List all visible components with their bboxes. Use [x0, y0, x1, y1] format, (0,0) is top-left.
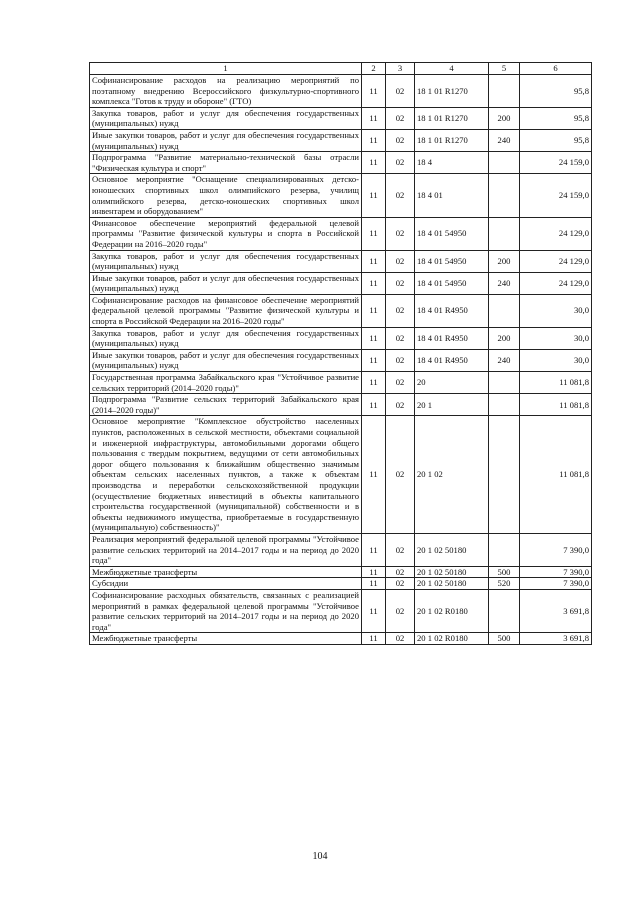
cell-section: 11	[362, 250, 386, 272]
cell-expense-type: 200	[489, 250, 520, 272]
cell-amount: 30,0	[520, 349, 592, 371]
table-row	[90, 566, 592, 578]
cell-target-article: 20 1 02	[415, 416, 489, 534]
cell-subsection: 02	[386, 566, 415, 578]
table-row	[90, 152, 592, 174]
cell-description: Межбюджетные трансферты	[90, 633, 362, 645]
cell-subsection: 02	[386, 129, 415, 151]
table-row	[90, 416, 592, 534]
cell-amount: 11 081,8	[520, 394, 592, 416]
cell-amount: 24 159,0	[520, 174, 592, 217]
cell-expense-type: 520	[489, 578, 520, 590]
cell-subsection: 02	[386, 107, 415, 129]
cell-section: 11	[362, 327, 386, 349]
cell-amount: 24 129,0	[520, 272, 592, 294]
cell-amount: 24 129,0	[520, 217, 592, 250]
header-col-3: 3	[386, 63, 415, 75]
table-header-row	[90, 63, 592, 75]
cell-section: 11	[362, 416, 386, 534]
cell-target-article: 18 4 01 R4950	[415, 294, 489, 327]
cell-section: 11	[362, 578, 386, 590]
cell-section: 11	[362, 152, 386, 174]
cell-amount: 24 159,0	[520, 152, 592, 174]
table-row	[90, 327, 592, 349]
cell-target-article: 18 4 01 54950	[415, 217, 489, 250]
cell-expense-type: 500	[489, 633, 520, 645]
cell-section: 11	[362, 589, 386, 632]
table-row	[90, 250, 592, 272]
cell-target-article: 20	[415, 372, 489, 394]
table-row	[90, 349, 592, 371]
table-row	[90, 533, 592, 566]
table-row	[90, 129, 592, 151]
cell-description: Финансовое обеспечение мероприятий федеральной целевой программы "Развитие физической культуры и спорта в Российской Федерации на 2016–2020 годы"	[90, 217, 362, 250]
cell-target-article: 20 1	[415, 394, 489, 416]
cell-amount: 95,8	[520, 129, 592, 151]
cell-subsection: 02	[386, 533, 415, 566]
table-row	[90, 633, 592, 645]
table-row	[90, 589, 592, 632]
cell-amount: 3 691,8	[520, 633, 592, 645]
cell-subsection: 02	[386, 394, 415, 416]
cell-subsection: 02	[386, 578, 415, 590]
cell-subsection: 02	[386, 633, 415, 645]
table-row	[90, 294, 592, 327]
cell-target-article: 18 4 01 R4950	[415, 327, 489, 349]
cell-expense-type	[489, 174, 520, 217]
cell-amount: 24 129,0	[520, 250, 592, 272]
cell-description: Софинансирование расходов на реализацию мероприятий по поэтапному внедрению Всероссийского физкультурно-спортивного комплекса "Готов к труду и обороне" (ГТО)	[90, 75, 362, 108]
header-col-4: 4	[415, 63, 489, 75]
cell-description: Софинансирование расходов на финансовое обеспечение мероприятий федеральной целевой программы "Развитие физической культуры и спорта в Российской Федерации на 2016–2020 годы"	[90, 294, 362, 327]
cell-expense-type	[489, 294, 520, 327]
cell-target-article: 18 1 01 R1270	[415, 75, 489, 108]
cell-expense-type	[489, 75, 520, 108]
table-row	[90, 217, 592, 250]
cell-amount: 30,0	[520, 327, 592, 349]
table-body	[90, 75, 592, 645]
cell-section: 11	[362, 75, 386, 108]
cell-description: Субсидии	[90, 578, 362, 590]
cell-expense-type	[489, 217, 520, 250]
table-row	[90, 75, 592, 108]
table-row	[90, 372, 592, 394]
cell-amount: 11 081,8	[520, 416, 592, 534]
cell-subsection: 02	[386, 416, 415, 534]
cell-amount: 7 390,0	[520, 578, 592, 590]
cell-section: 11	[362, 107, 386, 129]
header-col-2: 2	[362, 63, 386, 75]
cell-target-article: 18 1 01 R1270	[415, 107, 489, 129]
cell-target-article: 18 1 01 R1270	[415, 129, 489, 151]
cell-expense-type: 200	[489, 107, 520, 129]
cell-section: 11	[362, 349, 386, 371]
cell-subsection: 02	[386, 294, 415, 327]
cell-section: 11	[362, 294, 386, 327]
cell-expense-type	[489, 533, 520, 566]
cell-subsection: 02	[386, 372, 415, 394]
cell-description: Основное мероприятие "Оснащение специализированных детско-юношеских спортивных школ олимпийского резерва, училищ олимпийского резерва, детско-юношеских спортивных школ инвентарем и оборудованием"	[90, 174, 362, 217]
cell-expense-type: 240	[489, 272, 520, 294]
cell-amount: 7 390,0	[520, 533, 592, 566]
cell-subsection: 02	[386, 75, 415, 108]
cell-expense-type: 240	[489, 349, 520, 371]
cell-section: 11	[362, 129, 386, 151]
cell-target-article: 18 4 01 54950	[415, 272, 489, 294]
cell-subsection: 02	[386, 272, 415, 294]
cell-section: 11	[362, 217, 386, 250]
header-col-6: 6	[520, 63, 592, 75]
cell-description: Закупка товаров, работ и услуг для обеспечения государственных (муниципальных) нужд	[90, 327, 362, 349]
cell-description: Софинансирование расходных обязательств, связанных с реализацией мероприятий в рамках федеральной целевой программы "Устойчивое развитие сельских территорий на 2014–2017 годы и на период до 2020 года"	[90, 589, 362, 632]
cell-subsection: 02	[386, 174, 415, 217]
cell-target-article: 20 1 02 50180	[415, 566, 489, 578]
cell-subsection: 02	[386, 327, 415, 349]
header-col-1: 1	[90, 63, 362, 75]
cell-amount: 3 691,8	[520, 589, 592, 632]
cell-amount: 95,8	[520, 75, 592, 108]
table-row	[90, 394, 592, 416]
cell-section: 11	[362, 174, 386, 217]
cell-description: Закупка товаров, работ и услуг для обеспечения государственных (муниципальных) нужд	[90, 250, 362, 272]
cell-expense-type: 240	[489, 129, 520, 151]
cell-description: Иные закупки товаров, работ и услуг для обеспечения государственных (муниципальных) нужд	[90, 272, 362, 294]
table-row	[90, 578, 592, 590]
cell-section: 11	[362, 272, 386, 294]
cell-description: Закупка товаров, работ и услуг для обеспечения государственных (муниципальных) нужд	[90, 107, 362, 129]
cell-target-article: 20 1 02 50180	[415, 533, 489, 566]
cell-description: Межбюджетные трансферты	[90, 566, 362, 578]
cell-subsection: 02	[386, 152, 415, 174]
cell-target-article: 18 4 01 R4950	[415, 349, 489, 371]
cell-description: Иные закупки товаров, работ и услуг для обеспечения государственных (муниципальных) нужд	[90, 129, 362, 151]
cell-section: 11	[362, 633, 386, 645]
cell-target-article: 18 4	[415, 152, 489, 174]
cell-target-article: 20 1 02 R0180	[415, 633, 489, 645]
cell-subsection: 02	[386, 589, 415, 632]
cell-expense-type	[489, 394, 520, 416]
cell-target-article: 20 1 02 50180	[415, 578, 489, 590]
page-number: 104	[312, 851, 328, 862]
cell-description: Подпрограмма "Развитие материально-технической базы отрасли "Физическая культура и спорт"	[90, 152, 362, 174]
budget-table	[89, 62, 592, 645]
cell-target-article: 18 4 01 54950	[415, 250, 489, 272]
cell-expense-type	[489, 416, 520, 534]
table-row	[90, 272, 592, 294]
cell-section: 11	[362, 566, 386, 578]
table-row	[90, 107, 592, 129]
cell-description: Иные закупки товаров, работ и услуг для обеспечения государственных (муниципальных) нужд	[90, 349, 362, 371]
cell-section: 11	[362, 372, 386, 394]
cell-expense-type	[489, 372, 520, 394]
cell-expense-type	[489, 589, 520, 632]
cell-description: Государственная программа Забайкальского края "Устойчивое развитие сельских территорий (2014–2020 годы)"	[90, 372, 362, 394]
cell-target-article: 20 1 02 R0180	[415, 589, 489, 632]
cell-section: 11	[362, 533, 386, 566]
cell-expense-type: 500	[489, 566, 520, 578]
cell-amount: 11 081,8	[520, 372, 592, 394]
cell-subsection: 02	[386, 349, 415, 371]
header-col-5: 5	[489, 63, 520, 75]
cell-amount: 95,8	[520, 107, 592, 129]
cell-description: Основное мероприятие "Комплексное обустройство населенных пунктов, расположенных в сельской местности, объектами социальной и инженерной инфраструктуры, автомобильными дорогами общего пользования с твердым покрытием, ведущими от сети автомобильных дорог общего пользования к ближайшим общественно значимым объектам сельских населенных пунктов, а также к объектам производства и переработки сельскохозяйственной продукции (осуществление бюджетных инвестиций в объекты капитального строительства государственной (муниципальной) собственности и в объекты недвижимого имущества, приобретаемые в государственную (муниципальную) собственность)"	[90, 416, 362, 534]
cell-amount: 30,0	[520, 294, 592, 327]
cell-subsection: 02	[386, 217, 415, 250]
cell-description: Подпрограмма "Развитие сельских территорий Забайкальского края (2014–2020 годы)"	[90, 394, 362, 416]
cell-subsection: 02	[386, 250, 415, 272]
cell-amount: 7 390,0	[520, 566, 592, 578]
table-row	[90, 174, 592, 217]
cell-description: Реализация мероприятий федеральной целевой программы "Устойчивое развитие сельских территорий на 2014–2017 годы и на период до 2020 года"	[90, 533, 362, 566]
cell-expense-type	[489, 152, 520, 174]
cell-section: 11	[362, 394, 386, 416]
cell-target-article: 18 4 01	[415, 174, 489, 217]
cell-expense-type: 200	[489, 327, 520, 349]
